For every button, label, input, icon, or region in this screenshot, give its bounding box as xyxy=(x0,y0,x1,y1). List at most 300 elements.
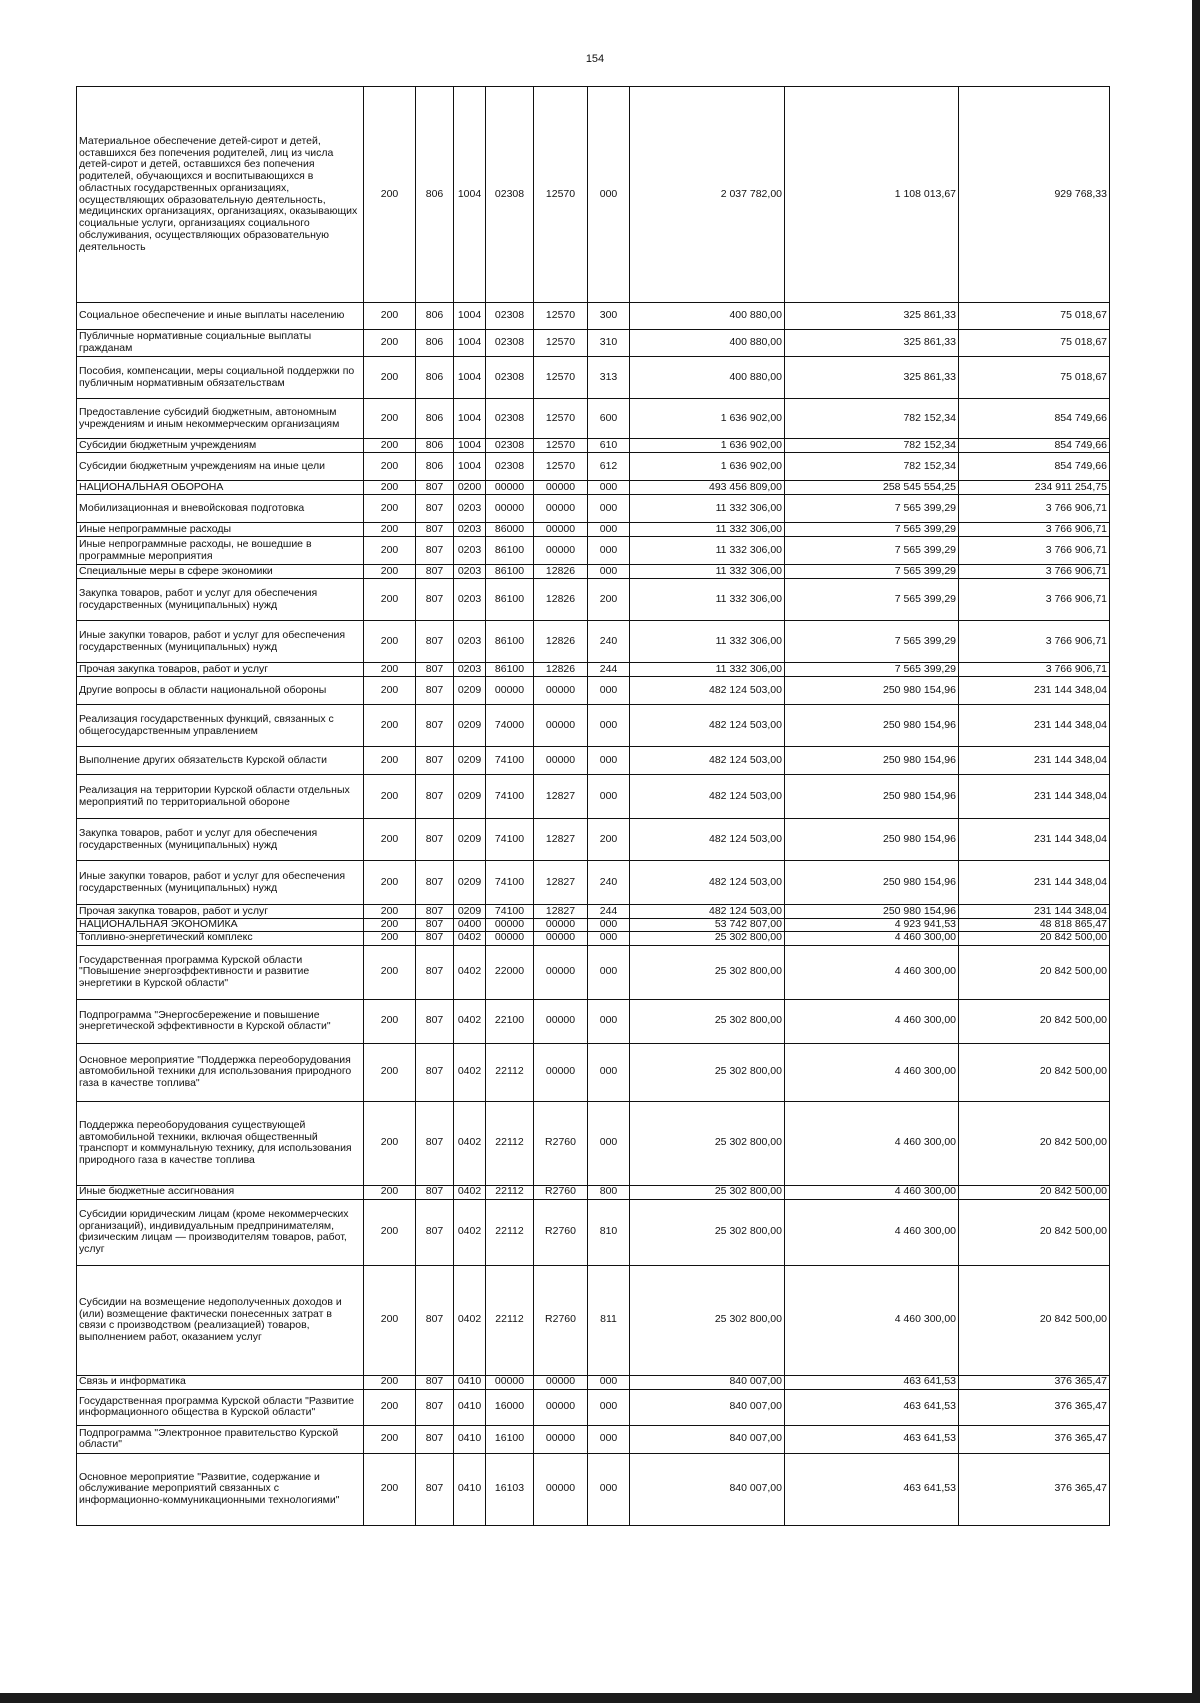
table-row xyxy=(77,999,1110,1043)
cell-c6: 313 xyxy=(588,357,630,399)
cell-c4: 86000 xyxy=(486,523,534,537)
cell-v2: 7 565 399,29 xyxy=(785,537,959,565)
cell-v1: 840 007,00 xyxy=(630,1375,785,1389)
cell-c2: 807 xyxy=(416,905,454,919)
cell-c2: 806 xyxy=(416,87,454,303)
cell-name: Социальное обеспечение и иные выплаты населению xyxy=(77,303,364,330)
cell-c3: 0410 xyxy=(454,1453,486,1525)
cell-v3: 3 766 906,71 xyxy=(959,565,1110,579)
cell-c6: 000 xyxy=(588,999,630,1043)
cell-c5: R2760 xyxy=(534,1101,588,1185)
cell-c1: 200 xyxy=(364,303,416,330)
cell-c5: 00000 xyxy=(534,705,588,747)
cell-c1: 200 xyxy=(364,1453,416,1525)
cell-c5: 12827 xyxy=(534,861,588,905)
cell-v3: 231 144 348,04 xyxy=(959,905,1110,919)
cell-name: Субсидии бюджетным учреждениям на иные цели xyxy=(77,453,364,481)
cell-c6: 000 xyxy=(588,537,630,565)
cell-v1: 11 332 306,00 xyxy=(630,537,785,565)
cell-c3: 0209 xyxy=(454,905,486,919)
cell-c6: 300 xyxy=(588,303,630,330)
cell-c5: 00000 xyxy=(534,1425,588,1453)
table-row xyxy=(77,1265,1110,1375)
cell-c2: 807 xyxy=(416,1185,454,1199)
cell-c5: 12826 xyxy=(534,621,588,663)
cell-c6: 000 xyxy=(588,747,630,775)
cell-c5: 00000 xyxy=(534,523,588,537)
cell-c3: 0203 xyxy=(454,663,486,677)
cell-v3: 376 365,47 xyxy=(959,1375,1110,1389)
cell-c1: 200 xyxy=(364,945,416,999)
cell-c2: 807 xyxy=(416,747,454,775)
cell-c2: 807 xyxy=(416,775,454,819)
cell-v1: 25 302 800,00 xyxy=(630,1265,785,1375)
cell-c5: 12570 xyxy=(534,303,588,330)
cell-c5: 12570 xyxy=(534,357,588,399)
cell-v2: 325 861,33 xyxy=(785,330,959,357)
cell-v3: 3 766 906,71 xyxy=(959,663,1110,677)
cell-v3: 20 842 500,00 xyxy=(959,1185,1110,1199)
budget-table xyxy=(76,86,1110,1526)
cell-v2: 4 460 300,00 xyxy=(785,999,959,1043)
table-row xyxy=(77,861,1110,905)
cell-v1: 482 124 503,00 xyxy=(630,775,785,819)
cell-v3: 376 365,47 xyxy=(959,1389,1110,1425)
cell-c5: R2760 xyxy=(534,1199,588,1265)
cell-v2: 250 980 154,96 xyxy=(785,677,959,705)
cell-c3: 0203 xyxy=(454,579,486,621)
cell-c3: 0203 xyxy=(454,565,486,579)
cell-v3: 48 818 865,47 xyxy=(959,919,1110,932)
cell-c2: 807 xyxy=(416,621,454,663)
cell-c4: 22112 xyxy=(486,1043,534,1101)
cell-v2: 325 861,33 xyxy=(785,303,959,330)
cell-name: Специальные меры в сфере экономики xyxy=(77,565,364,579)
cell-v3: 75 018,67 xyxy=(959,330,1110,357)
cell-c4: 86100 xyxy=(486,663,534,677)
cell-c2: 807 xyxy=(416,999,454,1043)
cell-v3: 231 144 348,04 xyxy=(959,677,1110,705)
cell-v3: 234 911 254,75 xyxy=(959,481,1110,495)
cell-c1: 200 xyxy=(364,523,416,537)
cell-name: Иные непрограммные расходы, не вошедшие в программные мероприятия xyxy=(77,537,364,565)
cell-c4: 86100 xyxy=(486,565,534,579)
cell-c2: 807 xyxy=(416,705,454,747)
cell-v2: 4 460 300,00 xyxy=(785,945,959,999)
cell-c1: 200 xyxy=(364,775,416,819)
cell-c2: 807 xyxy=(416,819,454,861)
page-number: 154 xyxy=(585,53,605,65)
cell-v3: 231 144 348,04 xyxy=(959,819,1110,861)
table-row xyxy=(77,1425,1110,1453)
cell-c4: 74100 xyxy=(486,905,534,919)
cell-c6: 240 xyxy=(588,861,630,905)
cell-v2: 1 108 013,67 xyxy=(785,87,959,303)
cell-v2: 7 565 399,29 xyxy=(785,621,959,663)
cell-c6: 310 xyxy=(588,330,630,357)
table-row xyxy=(77,357,1110,399)
cell-c4: 16103 xyxy=(486,1453,534,1525)
cell-v2: 258 545 554,25 xyxy=(785,481,959,495)
cell-v3: 854 749,66 xyxy=(959,439,1110,453)
cell-name: Топливно-энергетический комплекс xyxy=(77,931,364,945)
cell-c6: 244 xyxy=(588,663,630,677)
cell-c2: 807 xyxy=(416,537,454,565)
budget-table-body xyxy=(77,87,1110,1526)
cell-name: Иные закупки товаров, работ и услуг для обеспечения государственных (муниципальных) нужд xyxy=(77,621,364,663)
cell-v3: 231 144 348,04 xyxy=(959,705,1110,747)
cell-c2: 806 xyxy=(416,439,454,453)
table-row xyxy=(77,663,1110,677)
cell-v2: 782 152,34 xyxy=(785,439,959,453)
cell-v2: 250 980 154,96 xyxy=(785,905,959,919)
cell-c3: 0200 xyxy=(454,481,486,495)
cell-c1: 200 xyxy=(364,330,416,357)
cell-name: Закупка товаров, работ и услуг для обеспечения государственных (муниципальных) нужд xyxy=(77,819,364,861)
cell-c2: 807 xyxy=(416,1265,454,1375)
cell-c2: 807 xyxy=(416,945,454,999)
cell-c1: 200 xyxy=(364,905,416,919)
cell-v2: 782 152,34 xyxy=(785,399,959,439)
cell-c3: 0410 xyxy=(454,1375,486,1389)
cell-name: Мобилизационная и вневойсковая подготовка xyxy=(77,495,364,523)
cell-c6: 000 xyxy=(588,775,630,819)
cell-c3: 0400 xyxy=(454,919,486,932)
cell-c5: 12826 xyxy=(534,663,588,677)
cell-v1: 840 007,00 xyxy=(630,1453,785,1525)
cell-v3: 231 144 348,04 xyxy=(959,775,1110,819)
table-row xyxy=(77,399,1110,439)
cell-c3: 0209 xyxy=(454,747,486,775)
cell-c6: 000 xyxy=(588,919,630,932)
cell-c2: 806 xyxy=(416,453,454,481)
cell-c4: 74100 xyxy=(486,747,534,775)
cell-v1: 482 124 503,00 xyxy=(630,819,785,861)
cell-c4: 02308 xyxy=(486,439,534,453)
cell-v3: 20 842 500,00 xyxy=(959,1101,1110,1185)
cell-v1: 25 302 800,00 xyxy=(630,1101,785,1185)
cell-v2: 250 980 154,96 xyxy=(785,819,959,861)
cell-c5: 00000 xyxy=(534,1453,588,1525)
cell-c4: 74100 xyxy=(486,775,534,819)
cell-c2: 807 xyxy=(416,1101,454,1185)
cell-c3: 0209 xyxy=(454,677,486,705)
cell-c4: 22112 xyxy=(486,1101,534,1185)
cell-v1: 53 742 807,00 xyxy=(630,919,785,932)
cell-c4: 02308 xyxy=(486,357,534,399)
cell-v2: 7 565 399,29 xyxy=(785,565,959,579)
cell-c1: 200 xyxy=(364,999,416,1043)
cell-name: Иные закупки товаров, работ и услуг для обеспечения государственных (муниципальных) нужд xyxy=(77,861,364,905)
table-row xyxy=(77,677,1110,705)
cell-c6: 610 xyxy=(588,439,630,453)
cell-c6: 000 xyxy=(588,705,630,747)
cell-c5: 00000 xyxy=(534,677,588,705)
cell-c6: 200 xyxy=(588,579,630,621)
table-row xyxy=(77,919,1110,932)
table-row xyxy=(77,1453,1110,1525)
cell-v1: 1 636 902,00 xyxy=(630,439,785,453)
cell-c4: 74100 xyxy=(486,819,534,861)
cell-v3: 3 766 906,71 xyxy=(959,537,1110,565)
cell-c5: 00000 xyxy=(534,495,588,523)
cell-v2: 7 565 399,29 xyxy=(785,495,959,523)
cell-c5: 12570 xyxy=(534,87,588,303)
cell-c1: 200 xyxy=(364,565,416,579)
cell-c4: 74000 xyxy=(486,705,534,747)
cell-c1: 200 xyxy=(364,1389,416,1425)
cell-c3: 0402 xyxy=(454,945,486,999)
cell-c6: 810 xyxy=(588,1199,630,1265)
cell-c4: 02308 xyxy=(486,399,534,439)
cell-name: Пособия, компенсации, меры социальной поддержки по публичным нормативным обязательствам xyxy=(77,357,364,399)
cell-c4: 00000 xyxy=(486,919,534,932)
cell-v1: 11 332 306,00 xyxy=(630,523,785,537)
table-row xyxy=(77,1199,1110,1265)
cell-c5: 00000 xyxy=(534,931,588,945)
cell-c1: 200 xyxy=(364,919,416,932)
cell-c4: 22112 xyxy=(486,1199,534,1265)
cell-c6: 000 xyxy=(588,1375,630,1389)
cell-v3: 3 766 906,71 xyxy=(959,621,1110,663)
table-row xyxy=(77,481,1110,495)
cell-c5: 00000 xyxy=(534,945,588,999)
cell-c3: 0203 xyxy=(454,495,486,523)
cell-name: Основное мероприятие "Поддержка переоборудования автомобильной техники для использования природного газа в качестве топлива" xyxy=(77,1043,364,1101)
cell-c1: 200 xyxy=(364,705,416,747)
cell-c4: 22000 xyxy=(486,945,534,999)
cell-v3: 3 766 906,71 xyxy=(959,523,1110,537)
cell-v3: 3 766 906,71 xyxy=(959,495,1110,523)
table-row xyxy=(77,1375,1110,1389)
cell-c1: 200 xyxy=(364,439,416,453)
cell-c4: 00000 xyxy=(486,931,534,945)
cell-c1: 200 xyxy=(364,677,416,705)
cell-v3: 929 768,33 xyxy=(959,87,1110,303)
cell-c5: 12827 xyxy=(534,775,588,819)
cell-name: Субсидии юридическим лицам (кроме некоммерческих организаций), индивидуальным предпринимателям, физическим лицам — производителям товаров, работ, услуг xyxy=(77,1199,364,1265)
cell-c6: 000 xyxy=(588,565,630,579)
cell-c5: 00000 xyxy=(534,919,588,932)
cell-v2: 463 641,53 xyxy=(785,1425,959,1453)
table-row xyxy=(77,523,1110,537)
cell-c3: 1004 xyxy=(454,399,486,439)
cell-v2: 7 565 399,29 xyxy=(785,663,959,677)
cell-c2: 807 xyxy=(416,1043,454,1101)
cell-v1: 25 302 800,00 xyxy=(630,1185,785,1199)
cell-v2: 250 980 154,96 xyxy=(785,775,959,819)
cell-c3: 0209 xyxy=(454,705,486,747)
cell-c3: 0203 xyxy=(454,537,486,565)
cell-v2: 250 980 154,96 xyxy=(785,747,959,775)
cell-v1: 11 332 306,00 xyxy=(630,621,785,663)
cell-c3: 0402 xyxy=(454,1185,486,1199)
cell-name: Подпрограмма "Энергосбережение и повышение энергетической эффективности в Курской области" xyxy=(77,999,364,1043)
cell-v3: 376 365,47 xyxy=(959,1453,1110,1525)
cell-c1: 200 xyxy=(364,1101,416,1185)
cell-c2: 806 xyxy=(416,330,454,357)
cell-c6: 000 xyxy=(588,1043,630,1101)
cell-v1: 482 124 503,00 xyxy=(630,861,785,905)
cell-c1: 200 xyxy=(364,357,416,399)
cell-c5: 12827 xyxy=(534,905,588,919)
table-row xyxy=(77,87,1110,303)
cell-c6: 000 xyxy=(588,931,630,945)
cell-v3: 20 842 500,00 xyxy=(959,1043,1110,1101)
cell-v1: 25 302 800,00 xyxy=(630,999,785,1043)
cell-v3: 20 842 500,00 xyxy=(959,1265,1110,1375)
cell-v1: 400 880,00 xyxy=(630,357,785,399)
cell-v1: 25 302 800,00 xyxy=(630,1199,785,1265)
cell-c1: 200 xyxy=(364,1185,416,1199)
cell-v1: 11 332 306,00 xyxy=(630,495,785,523)
cell-c3: 0209 xyxy=(454,775,486,819)
cell-c1: 200 xyxy=(364,1199,416,1265)
cell-c5: 12570 xyxy=(534,439,588,453)
cell-c3: 0402 xyxy=(454,931,486,945)
cell-v3: 20 842 500,00 xyxy=(959,999,1110,1043)
cell-name: Основное мероприятие "Развитие, содержание и обслуживание мероприятий связанных с информационно-коммуникационными технологиями" xyxy=(77,1453,364,1525)
table-row xyxy=(77,537,1110,565)
cell-name: Государственная программа Курской области "Повышение энергоэффективности и развитие энергетики в Курской области" xyxy=(77,945,364,999)
cell-c3: 0209 xyxy=(454,819,486,861)
cell-v1: 1 636 902,00 xyxy=(630,453,785,481)
table-row xyxy=(77,905,1110,919)
cell-c6: 000 xyxy=(588,945,630,999)
cell-c3: 0402 xyxy=(454,1265,486,1375)
cell-v1: 482 124 503,00 xyxy=(630,677,785,705)
cell-v3: 3 766 906,71 xyxy=(959,579,1110,621)
cell-c1: 200 xyxy=(364,931,416,945)
cell-c2: 807 xyxy=(416,663,454,677)
cell-c6: 240 xyxy=(588,621,630,663)
cell-c1: 200 xyxy=(364,621,416,663)
cell-c2: 806 xyxy=(416,357,454,399)
cell-name: Другие вопросы в области национальной обороны xyxy=(77,677,364,705)
cell-c6: 000 xyxy=(588,523,630,537)
cell-c6: 200 xyxy=(588,819,630,861)
cell-v3: 231 144 348,04 xyxy=(959,747,1110,775)
cell-c2: 807 xyxy=(416,1425,454,1453)
cell-name: Выполнение других обязательств Курской области xyxy=(77,747,364,775)
cell-v1: 1 636 902,00 xyxy=(630,399,785,439)
cell-v3: 376 365,47 xyxy=(959,1425,1110,1453)
cell-c2: 807 xyxy=(416,861,454,905)
cell-c3: 0410 xyxy=(454,1425,486,1453)
cell-c6: 000 xyxy=(588,1101,630,1185)
cell-name: Публичные нормативные социальные выплаты гражданам xyxy=(77,330,364,357)
cell-v1: 482 124 503,00 xyxy=(630,705,785,747)
cell-v3: 20 842 500,00 xyxy=(959,945,1110,999)
cell-c6: 000 xyxy=(588,87,630,303)
cell-c4: 00000 xyxy=(486,677,534,705)
cell-c2: 807 xyxy=(416,931,454,945)
table-row xyxy=(77,579,1110,621)
cell-v1: 840 007,00 xyxy=(630,1425,785,1453)
cell-v2: 4 460 300,00 xyxy=(785,1265,959,1375)
cell-c2: 807 xyxy=(416,579,454,621)
cell-name: Субсидии бюджетным учреждениям xyxy=(77,439,364,453)
cell-c1: 200 xyxy=(364,453,416,481)
cell-name: Иные бюджетные ассигнования xyxy=(77,1185,364,1199)
cell-c1: 200 xyxy=(364,87,416,303)
cell-c3: 0203 xyxy=(454,523,486,537)
cell-c5: 12570 xyxy=(534,330,588,357)
cell-c5: 12827 xyxy=(534,819,588,861)
cell-name: Прочая закупка товаров, работ и услуг xyxy=(77,663,364,677)
cell-c4: 86100 xyxy=(486,621,534,663)
cell-v2: 4 460 300,00 xyxy=(785,931,959,945)
cell-c5: 12826 xyxy=(534,579,588,621)
cell-v2: 463 641,53 xyxy=(785,1453,959,1525)
cell-c6: 800 xyxy=(588,1185,630,1199)
cell-c3: 0410 xyxy=(454,1389,486,1425)
cell-name: Реализация государственных функций, связанных с общегосударственным управлением xyxy=(77,705,364,747)
cell-c2: 807 xyxy=(416,1375,454,1389)
cell-c2: 807 xyxy=(416,677,454,705)
cell-name: Реализация на территории Курской области отдельных мероприятий по территориальной обороне xyxy=(77,775,364,819)
cell-name: Иные непрограммные расходы xyxy=(77,523,364,537)
cell-c6: 000 xyxy=(588,481,630,495)
cell-v3: 75 018,67 xyxy=(959,357,1110,399)
cell-v2: 250 980 154,96 xyxy=(785,705,959,747)
cell-c4: 02308 xyxy=(486,453,534,481)
cell-v1: 400 880,00 xyxy=(630,303,785,330)
table-row xyxy=(77,453,1110,481)
cell-c5: 00000 xyxy=(534,537,588,565)
cell-c1: 200 xyxy=(364,495,416,523)
cell-v1: 400 880,00 xyxy=(630,330,785,357)
cell-v2: 250 980 154,96 xyxy=(785,861,959,905)
cell-c6: 600 xyxy=(588,399,630,439)
cell-c1: 200 xyxy=(364,1043,416,1101)
table-row xyxy=(77,1101,1110,1185)
cell-c3: 0402 xyxy=(454,1101,486,1185)
cell-c6: 000 xyxy=(588,1453,630,1525)
cell-name: Материальное обеспечение детей-сирот и детей, оставшихся без попечения родителей, лиц из числа детей-сирот и детей, оставшихся без попечения родителей, обучающихся и воспитывающихся в областных государственных организациях, осуществляющих образовательную деятельность, медицинских организациях, организациях, оказывающих социальные услуги, организациях социального обслуживания, осуществляющих образовательную деятельность xyxy=(77,87,364,303)
cell-c5: 12826 xyxy=(534,565,588,579)
cell-v1: 482 124 503,00 xyxy=(630,747,785,775)
scan-edge-bottom xyxy=(0,1693,1200,1703)
cell-c4: 22112 xyxy=(486,1185,534,1199)
cell-c1: 200 xyxy=(364,399,416,439)
table-row xyxy=(77,495,1110,523)
cell-c3: 0402 xyxy=(454,1199,486,1265)
cell-c1: 200 xyxy=(364,579,416,621)
cell-c2: 807 xyxy=(416,1389,454,1425)
cell-c6: 612 xyxy=(588,453,630,481)
cell-c3: 0402 xyxy=(454,1043,486,1101)
cell-name: Прочая закупка товаров, работ и услуг xyxy=(77,905,364,919)
table-row xyxy=(77,330,1110,357)
cell-v3: 20 842 500,00 xyxy=(959,1199,1110,1265)
cell-c1: 200 xyxy=(364,1265,416,1375)
cell-v3: 231 144 348,04 xyxy=(959,861,1110,905)
cell-c2: 807 xyxy=(416,1453,454,1525)
cell-c4: 00000 xyxy=(486,1375,534,1389)
cell-v3: 854 749,66 xyxy=(959,453,1110,481)
table-row xyxy=(77,1389,1110,1425)
cell-c1: 200 xyxy=(364,1375,416,1389)
cell-c5: 12570 xyxy=(534,399,588,439)
cell-v2: 7 565 399,29 xyxy=(785,579,959,621)
cell-v2: 4 460 300,00 xyxy=(785,1101,959,1185)
cell-v3: 75 018,67 xyxy=(959,303,1110,330)
cell-name: Субсидии на возмещение недополученных доходов и (или) возмещение фактически понесенных затрат в связи с производством (реализацией) товаров, выполнением работ, оказанием услуг xyxy=(77,1265,364,1375)
cell-c5: 00000 xyxy=(534,1043,588,1101)
cell-c6: 000 xyxy=(588,1389,630,1425)
cell-c4: 00000 xyxy=(486,495,534,523)
